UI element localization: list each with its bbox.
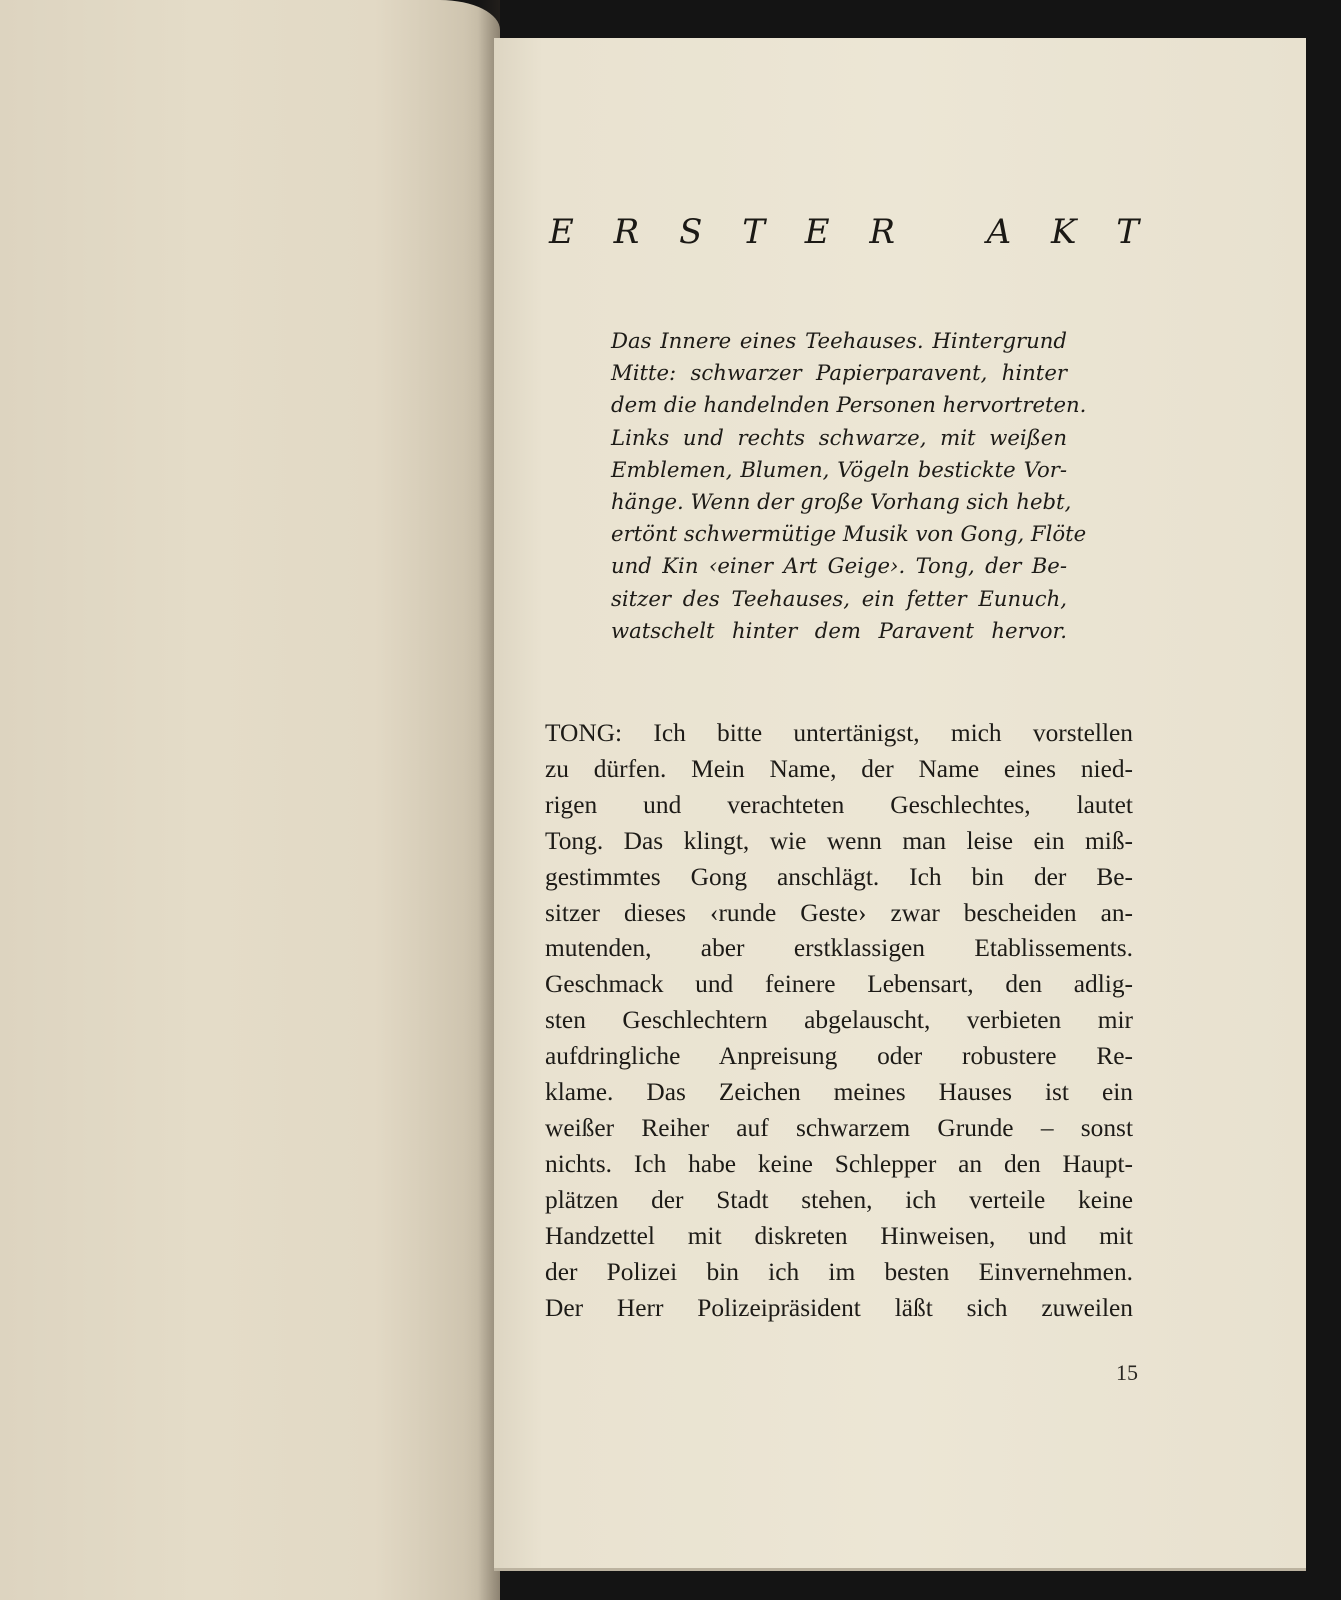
body-line: nichts. Ich habe keine Schlepper an den Haupt- (545, 1149, 1133, 1178)
body-line: Der Herr Polizeipräsident läßt sich zuweilen (545, 1293, 1133, 1322)
act-title-letter: A (986, 212, 1012, 252)
body-line: der Polizei bin ich im besten Einvernehmen. (545, 1257, 1133, 1286)
body-line: aufdringliche Anpreisung oder robustere Re- (545, 1042, 1133, 1071)
stage-direction-line: und Kin ‹einer Art Geige›. Tong, der Be- (611, 553, 1067, 579)
act-title-letter: E (549, 212, 574, 252)
act-title (549, 212, 1139, 272)
stage-direction (611, 325, 1087, 647)
stage-direction-line: watschelt hinter dem Paravent hervor. (611, 617, 1067, 643)
body-line: klame. Das Zeichen meines Hauses ist ein (545, 1078, 1133, 1107)
act-title-letter: E (804, 212, 830, 252)
body-line: Tong. Das klingt, wie wenn man leise ein miß- (545, 826, 1133, 855)
page-number: 15 (1116, 1360, 1138, 1385)
act-title-letter: T (1116, 212, 1139, 252)
act-title-letter: R (869, 212, 895, 252)
body-line: Handzettel mit diskreten Hinweisen, und mit (545, 1221, 1133, 1250)
stage-direction-line: Links und rechts schwarze, mit weißen (611, 424, 1067, 450)
act-title-letter: S (679, 212, 703, 252)
body-line: sitzer dieses ‹runde Geste› zwar bescheiden an- (545, 898, 1133, 927)
stage-direction-line: Das Innere eines Teehauses. Hintergrund (611, 328, 1067, 353)
act-title-letter: T (742, 212, 765, 252)
body-line: TONG: Ich bitte untertänigst, mich vorstellen (545, 719, 1133, 747)
stage-direction-line: hänge. Wenn der große Vorhang sich hebt, (611, 489, 1072, 515)
body-line: gestimmtes Gong anschlägt. Ich bin der Be- (545, 862, 1133, 891)
body-line: rigen und verachteten Geschlechtes, lautet (545, 790, 1133, 819)
act-title-letter: R (613, 212, 640, 252)
body-line: plätzen der Stadt stehen, ich verteile keine (545, 1185, 1133, 1214)
word-gap (935, 212, 947, 272)
stage-direction-line: ertönt schwermütige Musik von Gong, Flöte (611, 521, 1087, 547)
body-line: weißer Reiher auf schwarzem Grunde – sonst (545, 1113, 1133, 1142)
stage-direction-line: Emblemen, Blumen, Vögeln bestickte Vor- (611, 456, 1067, 482)
stage-direction-line: dem die handelnden Personen hervortreten. (611, 392, 1087, 418)
body-line: zu dürfen. Mein Name, der Name eines nied- (545, 754, 1133, 783)
body-text (545, 716, 1133, 1326)
stage-direction-line: Mitte: schwarzer Papierparavent, hinter (611, 360, 1067, 386)
body-line: mutenden, aber erstklassigen Etablissements. (545, 934, 1133, 963)
left-page (0, 0, 500, 1600)
body-line: sten Geschlechtern abgelauscht, verbieten mir (545, 1006, 1133, 1035)
stage-direction-line: sitzer des Teehauses, ein fetter Eunuch, (611, 585, 1067, 611)
act-title-letter: K (1051, 212, 1077, 252)
body-line: Geschmack und feinere Lebensart, den adlig- (545, 970, 1133, 999)
